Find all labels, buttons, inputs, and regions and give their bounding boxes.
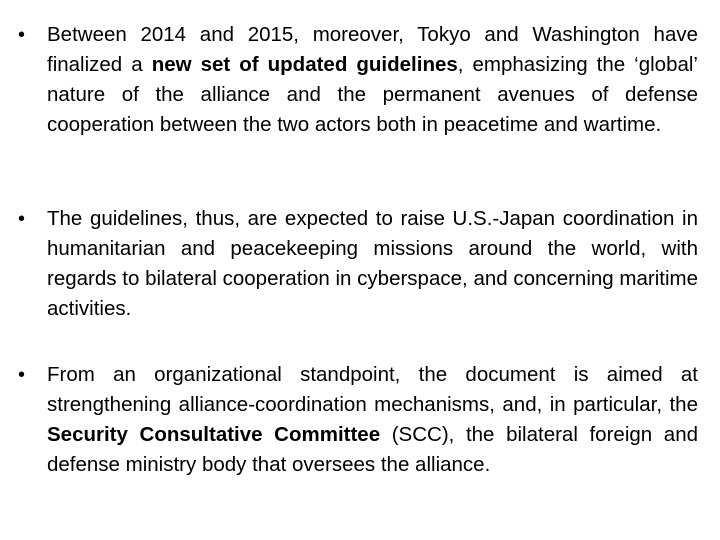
bullet-icon: • [18, 364, 26, 386]
bullet-text: The guidelines, thus, are expected to raise U.S.-Japan coordination in humanitarian and peacekeeping missions around the world, with regards to bilateral cooperation in cyberspace, and concerning maritime activities. [47, 207, 698, 320]
bullet-item-guidelines-expectations [18, 204, 698, 324]
bullet-text-end: (SCC), the bilateral foreign and defense ministry body that oversees the alliance. [47, 423, 698, 476]
bullet-text-start: From an organizational standpoint, the document is aimed at strengthening alliance-coordination mechanisms, and, in particular, the [47, 363, 698, 416]
bullet-bold-text: Security Consultative Committee [47, 423, 381, 446]
bullet-icon: • [18, 24, 26, 46]
bullet-text-end: , emphasizing the ‘global’ nature of the alliance and the permanent avenues of defense cooperation between the two actors both in peacetime and wartime. [47, 53, 698, 136]
bullet-item-guidelines-finalized [18, 20, 698, 140]
bullet-text-start: Between 2014 and 2015, moreover, Tokyo and Washington have finalized a [47, 23, 698, 76]
bullet-bold-text: new set of updated guidelines [151, 53, 458, 76]
bullet-item-organizational-standpoint [18, 360, 698, 480]
bullet-icon: • [18, 208, 26, 230]
